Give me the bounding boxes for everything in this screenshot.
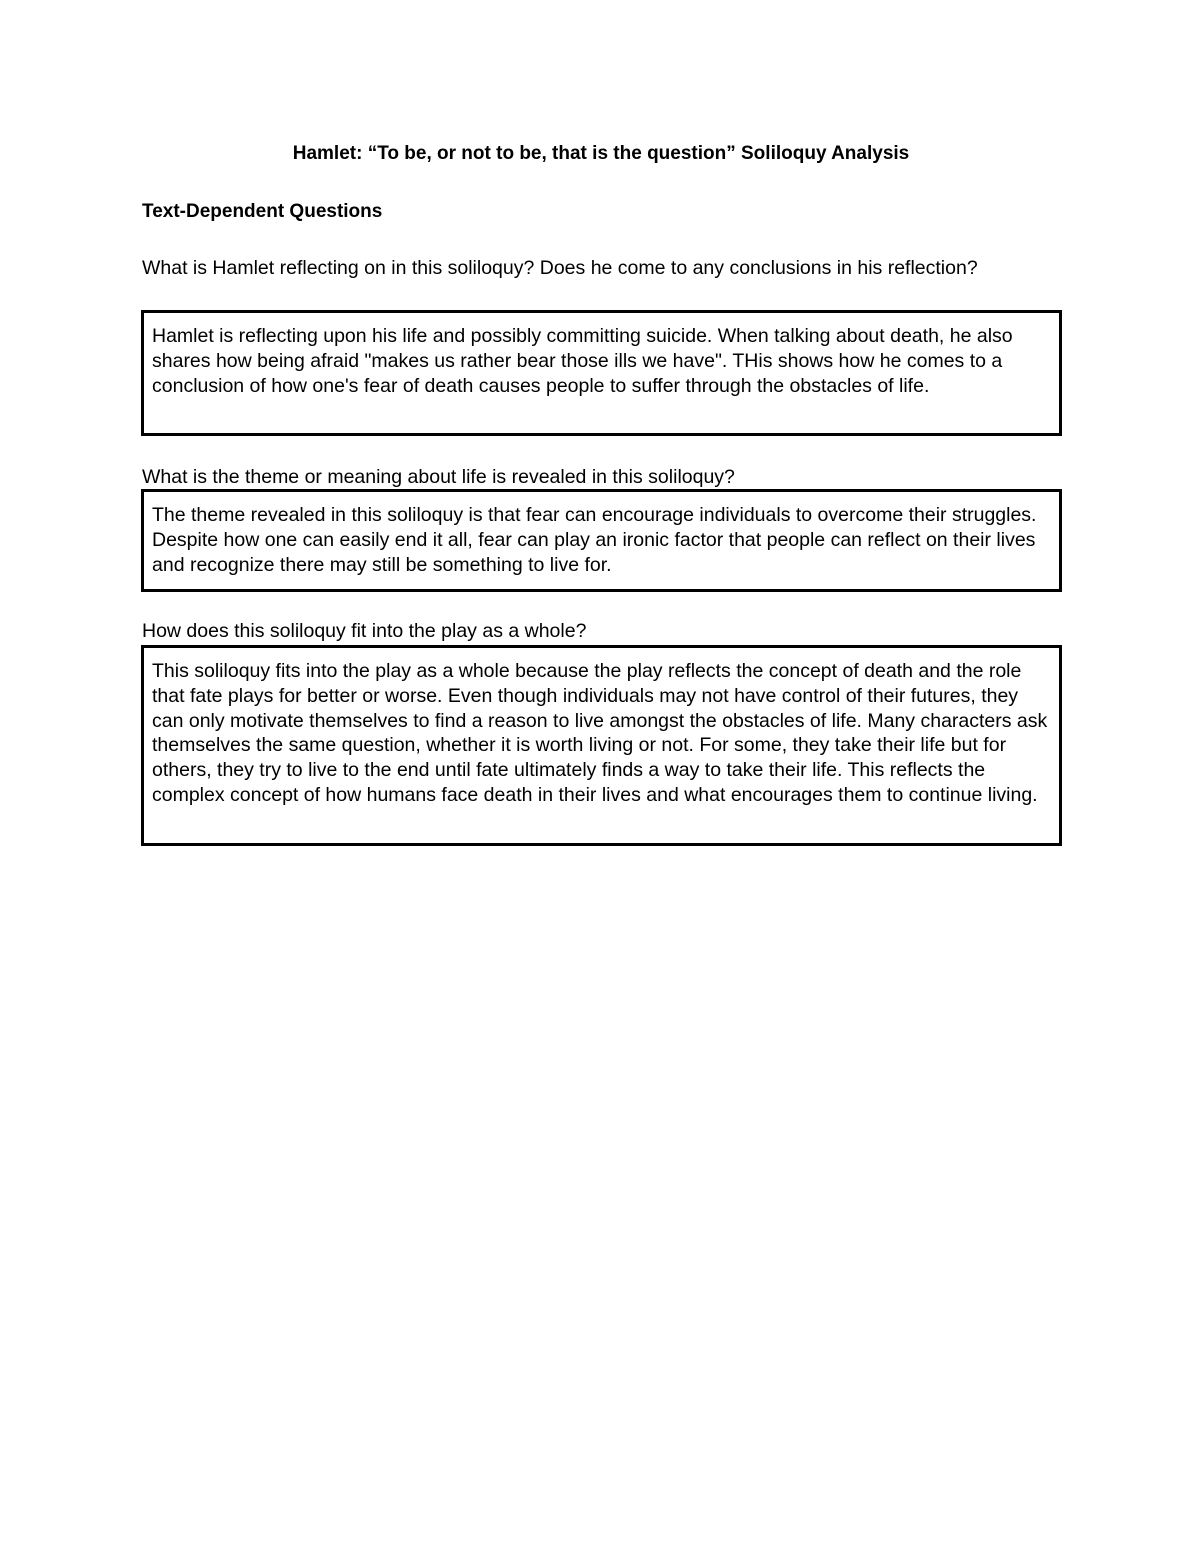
answer-box-3[interactable]: This soliloquy fits into the play as a whole because the play reflects the concept of death and the role that fate plays for better or worse. Even though individuals may not have control of their futures, they can only motivate themselves to find a reason to live amongst the obstacles of life. Many characters ask themselves the same question, whether it is worth living or not. For some, they take their life but for others, they try to live to the end until fate ultimately finds a way to take their life. This reflects the complex concept of how humans face death in their lives and what encourages them to continue living. [141, 645, 1062, 846]
section-heading: Text-Dependent Questions [142, 201, 383, 222]
document-title: Hamlet: “To be, or not to be, that is the question” Soliloquy Analysis [292, 143, 910, 164]
question-2: What is the theme or meaning about life is revealed in this soliloquy? [142, 466, 735, 488]
answer-box-1[interactable]: Hamlet is reflecting upon his life and possibly committing suicide. When talking about death, he also shares how being afraid "makes us rather bear those ills we have". THis shows how he comes to a conclusion of how one's fear of death causes people to suffer through the obstacles of life. [141, 310, 1062, 436]
question-3: How does this soliloquy fit into the play as a whole? [142, 620, 587, 642]
answer-box-2[interactable]: The theme revealed in this soliloquy is that fear can encourage individuals to overcome their struggles. Despite how one can easily end it all, fear can play an ironic factor that people can reflect on their lives and recognize there may still be something to live for. [141, 489, 1062, 592]
question-1: What is Hamlet reflecting on in this soliloquy? Does he come to any conclusions in his reflection? [142, 257, 978, 279]
